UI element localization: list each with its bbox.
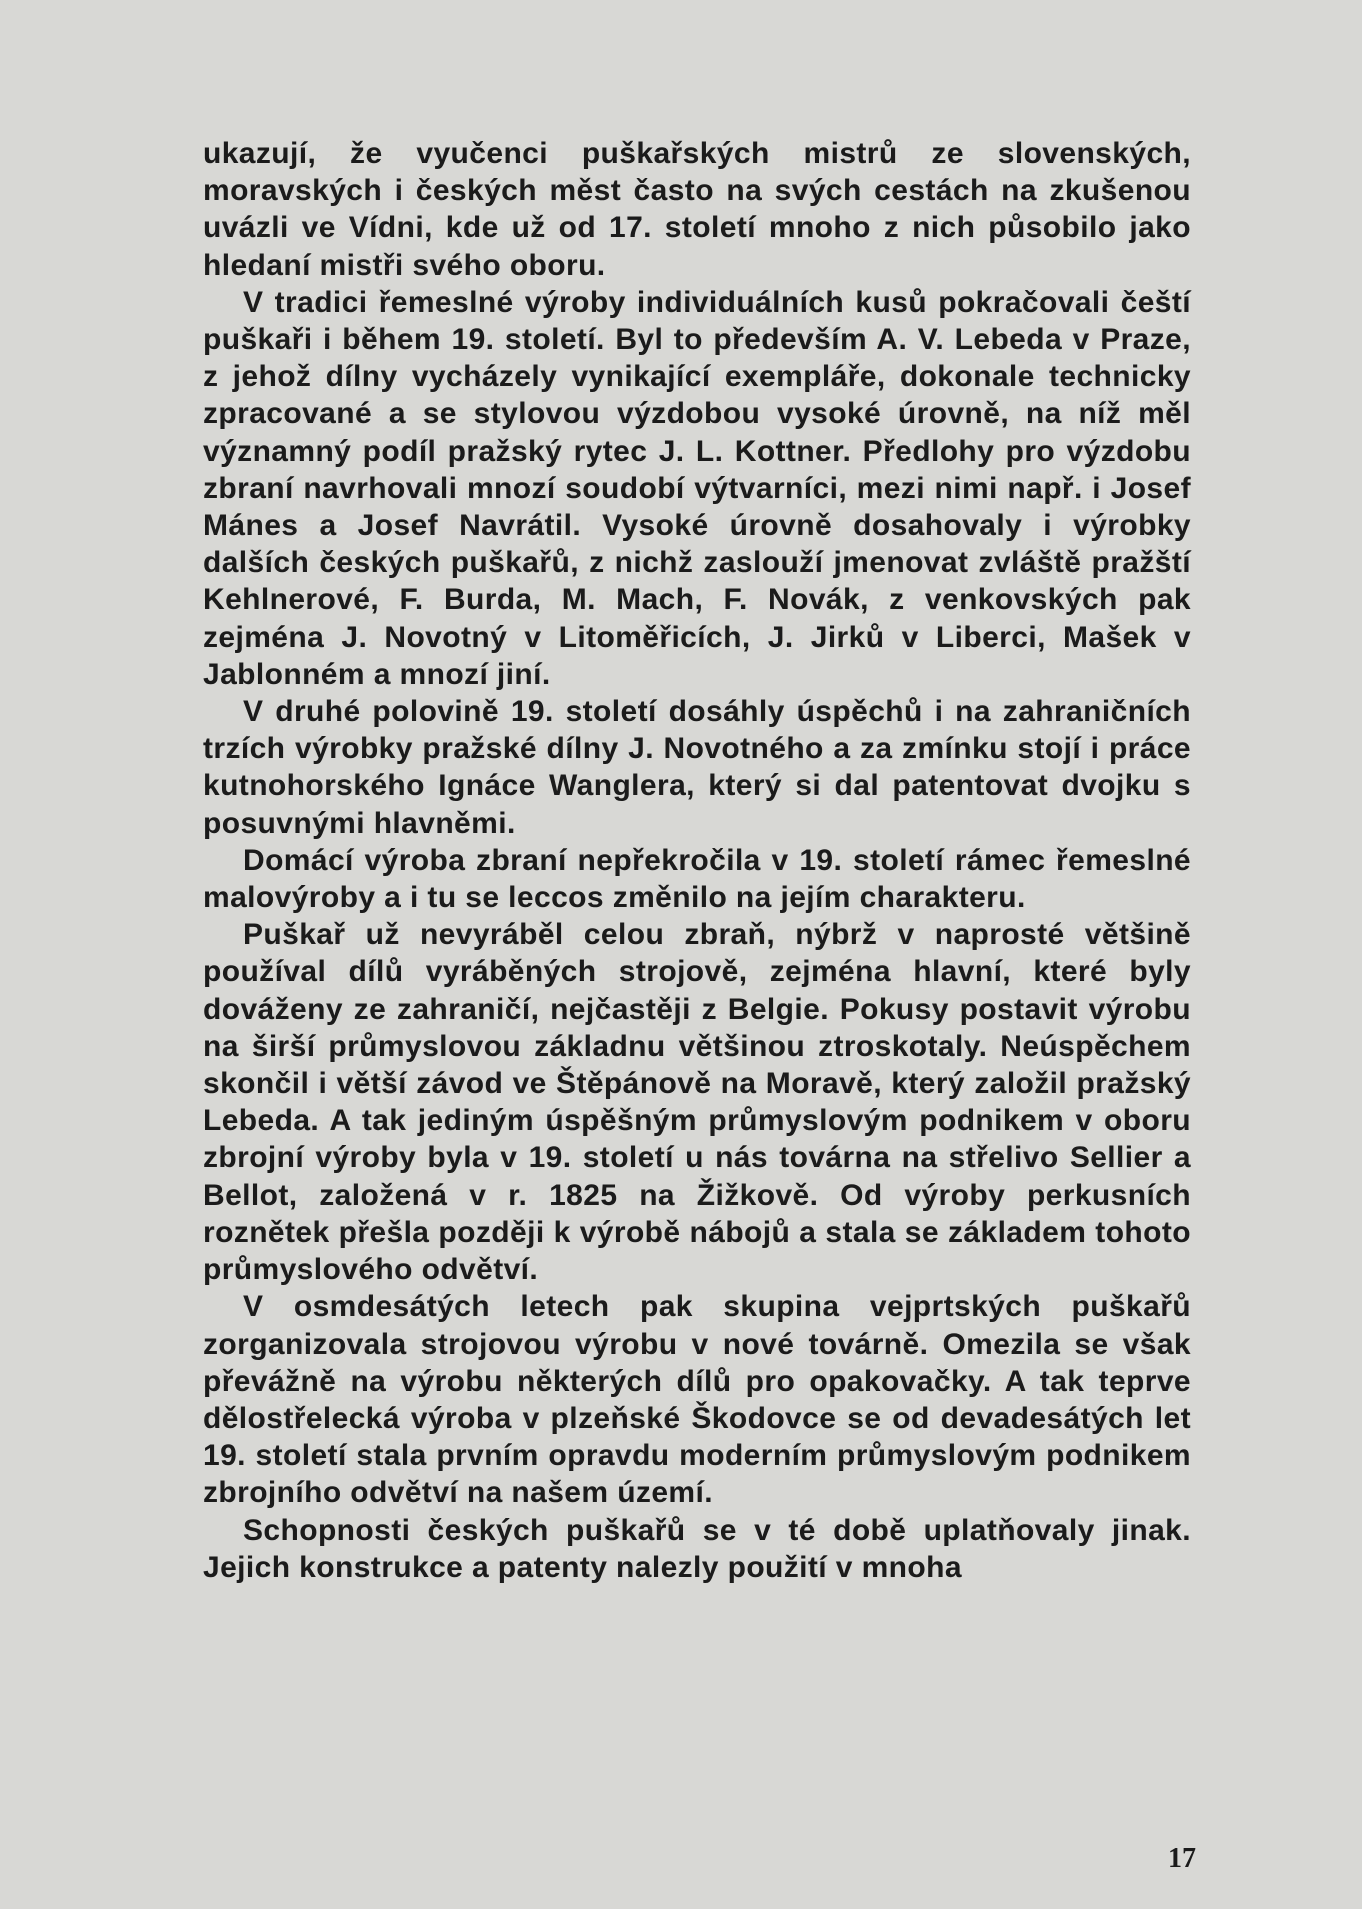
paragraph: Schopnosti českých puškařů se v té době uplatňovaly jinak. Jejich konstrukce a patenty nalezly použití v mnoha	[203, 1513, 1191, 1584]
paragraph: Puškař už nevyráběl celou zbraň, nýbrž v naprosté většině používal dílů vyráběných strojově, zejména hlavní, které byly dováženy ze zahraničí, nejčastěji z Belgie. Pokusy postavit výrobu na širší průmyslovou základnu většinou ztroskotaly. Neúspěchem skončil i větší závod ve Štěpánově na Moravě, který založil pražský Lebeda. A tak jediným úspěšným průmyslovým podnikem v oboru zbrojní výroby byla v 19. století u nás továrna na střelivo Sellier a Bellot, založená v r. 1825 na Žižkově. Od výroby perkusních roznětek přešla později k výrobě nábojů a stala se základem tohoto průmyslového odvětví.	[203, 918, 1191, 1287]
paragraph: V druhé polovině 19. století dosáhly úspěchů i na zahraničních trzích výrobky pražské dílny J. Novotného a za zmínku stojí i práce kutnohorského Ignáce Wanglera, který si dal patentovat dvojku s posuvnými hlavněmi.	[203, 695, 1191, 840]
body-text	[203, 135, 1191, 1586]
paragraph: Domácí výroba zbraní nepřekročila v 19. století rámec řemeslné malovýroby a i tu se leccos změnilo na jejím charakteru.	[203, 843, 1191, 915]
page-number: 17	[1168, 1843, 1196, 1874]
paragraph: V tradici řemeslné výroby individuálních kusů pokračovali čeští puškaři i během 19. století. Byl to především A. V. Lebeda v Praze, z jehož dílny vycházely vynikající exempláře, dokonale technicky zpracované a se stylovou výzdobou vysoké úrovně, na níž měl významný podíl pražský rytec J. L. Kottner. Předlohy pro výzdobu zbraní navrhovali mnozí soudobí výtvarníci, mezi nimi např. i Josef Mánes a Josef Navrátil. Vysoké úrovně dosahovaly i výrobky dalších českých puškařů, z nichž zaslouží jmenovat zvláště pražští Kehlnerové, F. Burda, M. Mach, F. Novák, z venkovských pak zejména J. Novotný v Litoměřicích, J. Jirků v Liberci, Mašek v Jablonném a mnozí jiní.	[203, 285, 1191, 691]
paragraph: V osmdesátých letech pak skupina vejprtských puškařů zorganizovala strojovou výrobu v nové továrně. Omezila se však převážně na výrobu některých dílů pro opakovačky. A tak teprve dělostřelecká výroba v plzeňské Škodovce se od devadesátých let 19. století stala prvním opravdu moderním průmyslovým podnikem zbrojního odvětví na našem území.	[203, 1290, 1191, 1510]
paragraph: ukazují, že vyučenci puškařských mistrů ze slovenských, moravských i českých měst často na svých cestách na zkušenou uvázli ve Vídni, kde už od 17. století mnoho z nich působilo jako hledaní mistři svého oboru.	[203, 137, 1191, 282]
